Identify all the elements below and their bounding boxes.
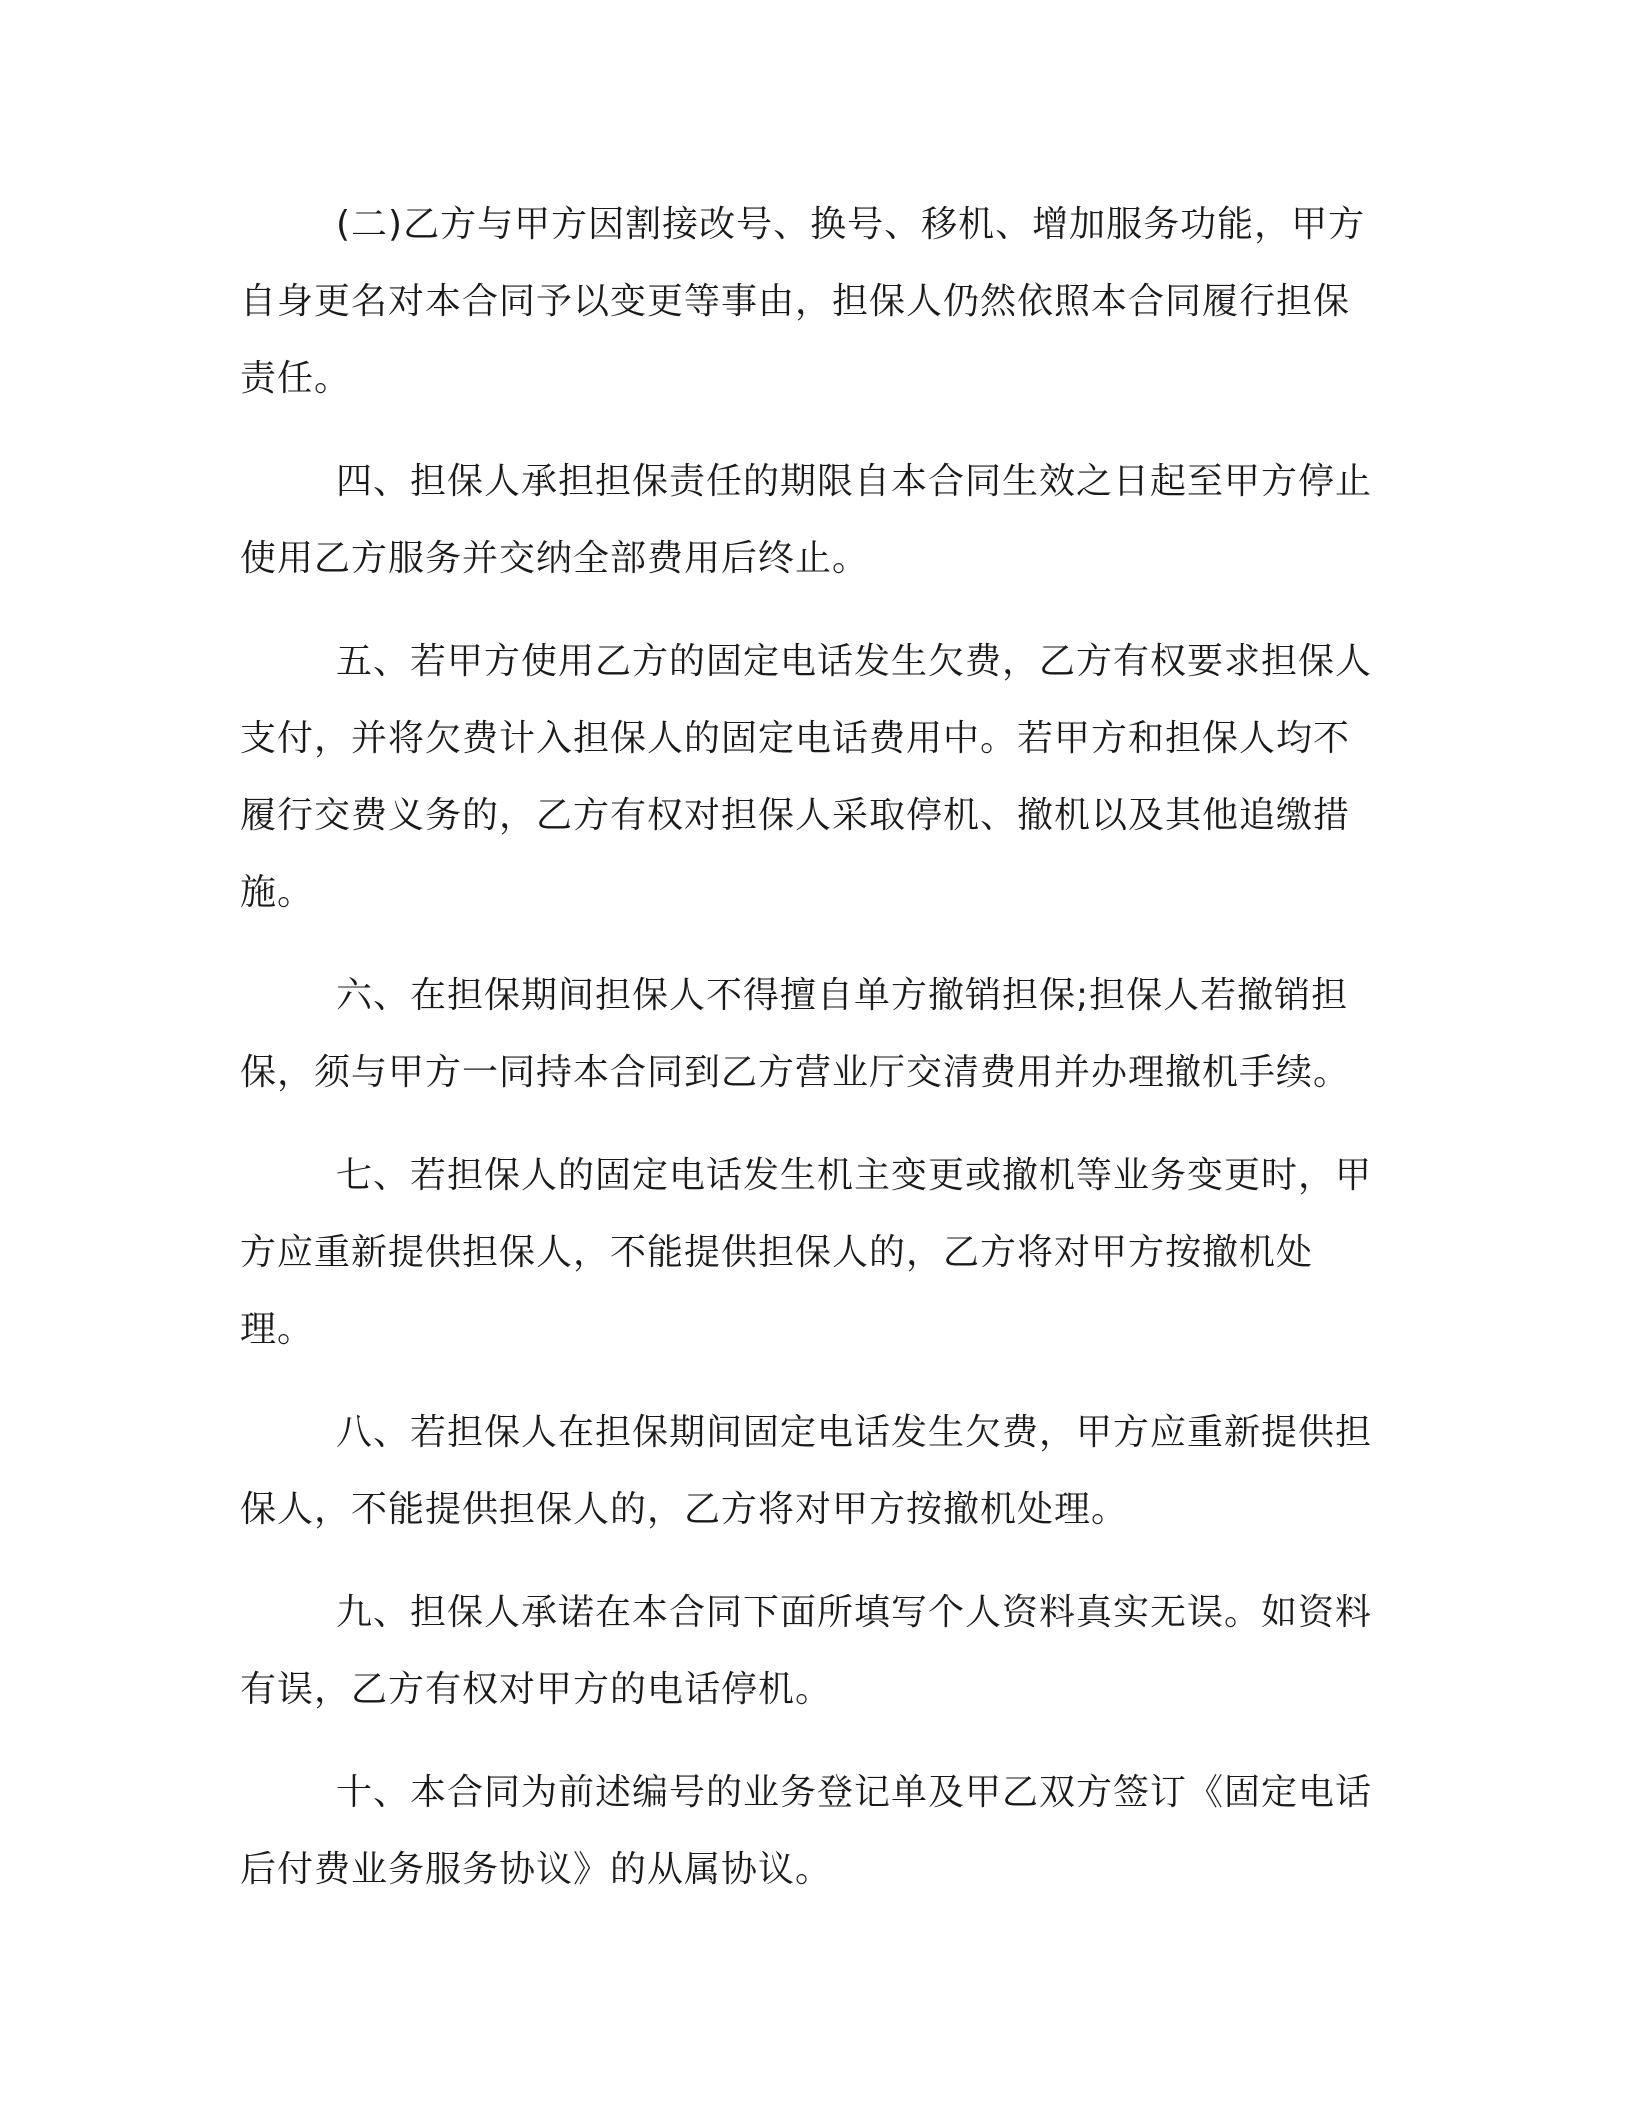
clause-paragraph-5: 五、若甲方使用乙方的固定电话发生欠费，乙方有权要求担保人支付，并将欠费计入担保人的固定电话费用中。若甲方和担保人均不履行交费义务的，乙方有权对担保人采取停机、撤机以及其他追缴措施。 [240,641,1373,913]
clause-paragraph-9: 九、担保人承诺在本合同下面所填写个人资料真实无误。如资料有误，乙方有权对甲方的电话停机。 [240,1592,1373,1710]
clause-paragraph-2: (二)乙方与甲方因割接改号、换号、移机、增加服务功能，甲方自身更名对本合同予以变更等事由，担保人仍然依照本合同履行担保责任。 [240,204,1366,399]
clause-paragraph-6: 六、在担保期间担保人不得擅自单方撤销担保;担保人若撤销担保，须与甲方一同持本合同到乙方营业厅交清费用并办理撤机手续。 [240,975,1351,1093]
document-body [240,186,1380,1934]
clause-paragraph-10: 十、本合同为前述编号的业务登记单及甲乙双方签订《固定电话后付费业务服务协议》的从属协议。 [240,1772,1373,1890]
clause-paragraph-4: 四、担保人承担担保责任的期限自本合同生效之日起至甲方停止使用乙方服务并交纳全部费用后终止。 [240,461,1373,579]
clause-paragraph-8: 八、若担保人在担保期间固定电话发生欠费，甲方应重新提供担保人，不能提供担保人的，乙方将对甲方按撤机处理。 [240,1412,1373,1530]
clause-paragraph-7: 七、若担保人的固定电话发生机主变更或撤机等业务变更时，甲方应重新提供担保人，不能提供担保人的，乙方将对甲方按撤机处理。 [240,1155,1373,1350]
